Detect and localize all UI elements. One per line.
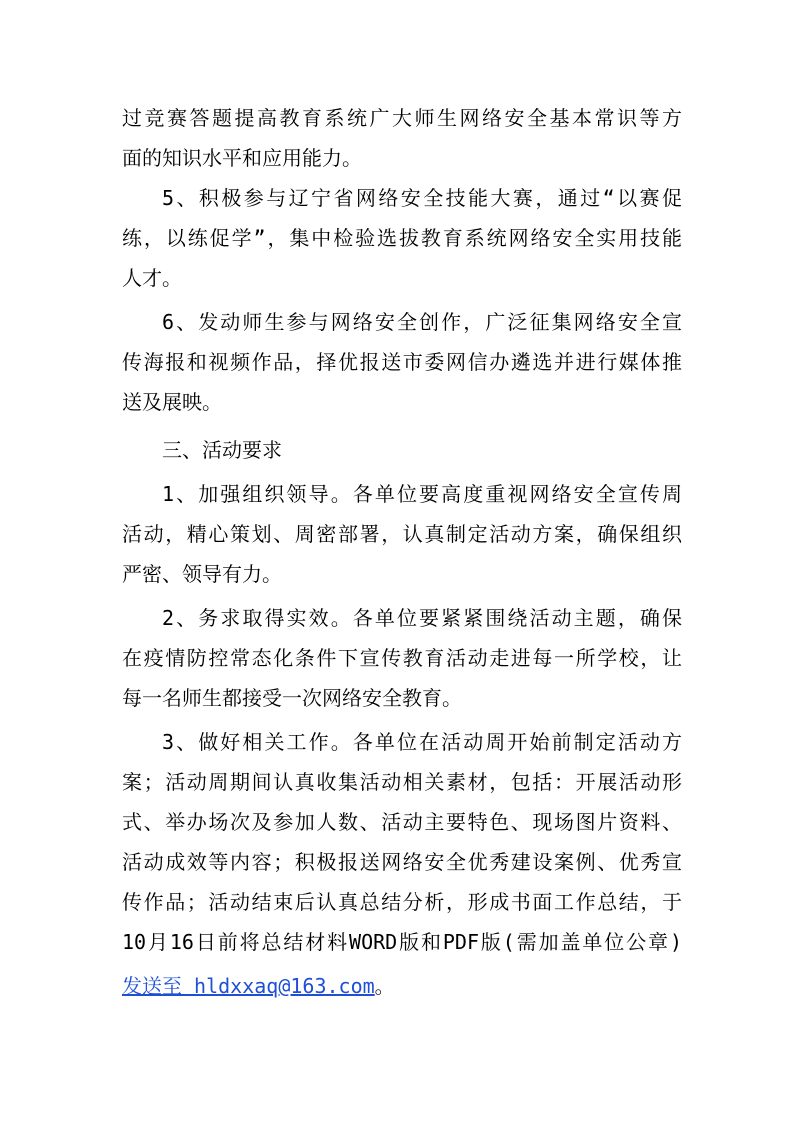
paragraph-line: 练，以练促学”，集中检验选拔教育系统网络安全实用技能 (122, 226, 682, 250)
paragraph-line: 1、加强组织领导。各单位要高度重视网络安全宣传周 (162, 482, 682, 506)
paragraph-line: 3、做好相关工作。各单位在活动周开始前制定活动方 (162, 730, 682, 754)
paragraph-line: 5、积极参与辽宁省网络安全技能大赛，通过“以赛促 (162, 186, 682, 210)
paragraph-line: 送及展映。 (122, 390, 222, 414)
paragraph-line: 在疫情防控常态化条件下宣传教育活动走进每一所学校，让 (122, 646, 682, 670)
paragraph-line: 案；活动周期间认真收集活动相关素材，包括：开展活动形 (122, 770, 682, 794)
paragraph-line (122, 968, 682, 1004)
paragraph-line: 传作品；活动结束后认真总结分析，形成书面工作总结，于 (122, 890, 682, 914)
section-heading: 三、活动要求 (162, 438, 282, 462)
paragraph-line: 2、务求取得实效。各单位要紧紧围绕活动主题，确保 (162, 606, 682, 630)
paragraph-line: 人才。 (122, 266, 182, 290)
email-link[interactable]: 发送至 hldxxaq@163.com (122, 974, 375, 998)
paragraph-line: 每一名师生都接受一次网络安全教育。 (122, 686, 462, 710)
paragraph-line: 面的知识水平和应用能力。 (122, 146, 362, 170)
paragraph-line: 10月16日前将总结材料WORD版和PDF版(需加盖单位公章) (122, 930, 682, 954)
paragraph-line: 6、发动师生参与网络安全创作，广泛征集网络安全宣 (162, 310, 682, 334)
paragraph-line: 严密、领导有力。 (122, 562, 282, 586)
sentence-end: 。 (374, 974, 395, 998)
paragraph-line: 传海报和视频作品，择优报送市委网信办遴选并进行媒体推 (122, 350, 682, 374)
paragraph-line: 过竞赛答题提高教育系统广大师生网络安全基本常识等方 (122, 106, 682, 130)
paragraph-line: 式、举办场次及参加人数、活动主要特色、现场图片资料、 (122, 810, 682, 834)
paragraph-line: 活动成效等内容；积极报送网络安全优秀建设案例、优秀宣 (122, 850, 682, 874)
paragraph-line: 活动，精心策划、周密部署，认真制定活动方案，确保组织 (122, 522, 682, 546)
